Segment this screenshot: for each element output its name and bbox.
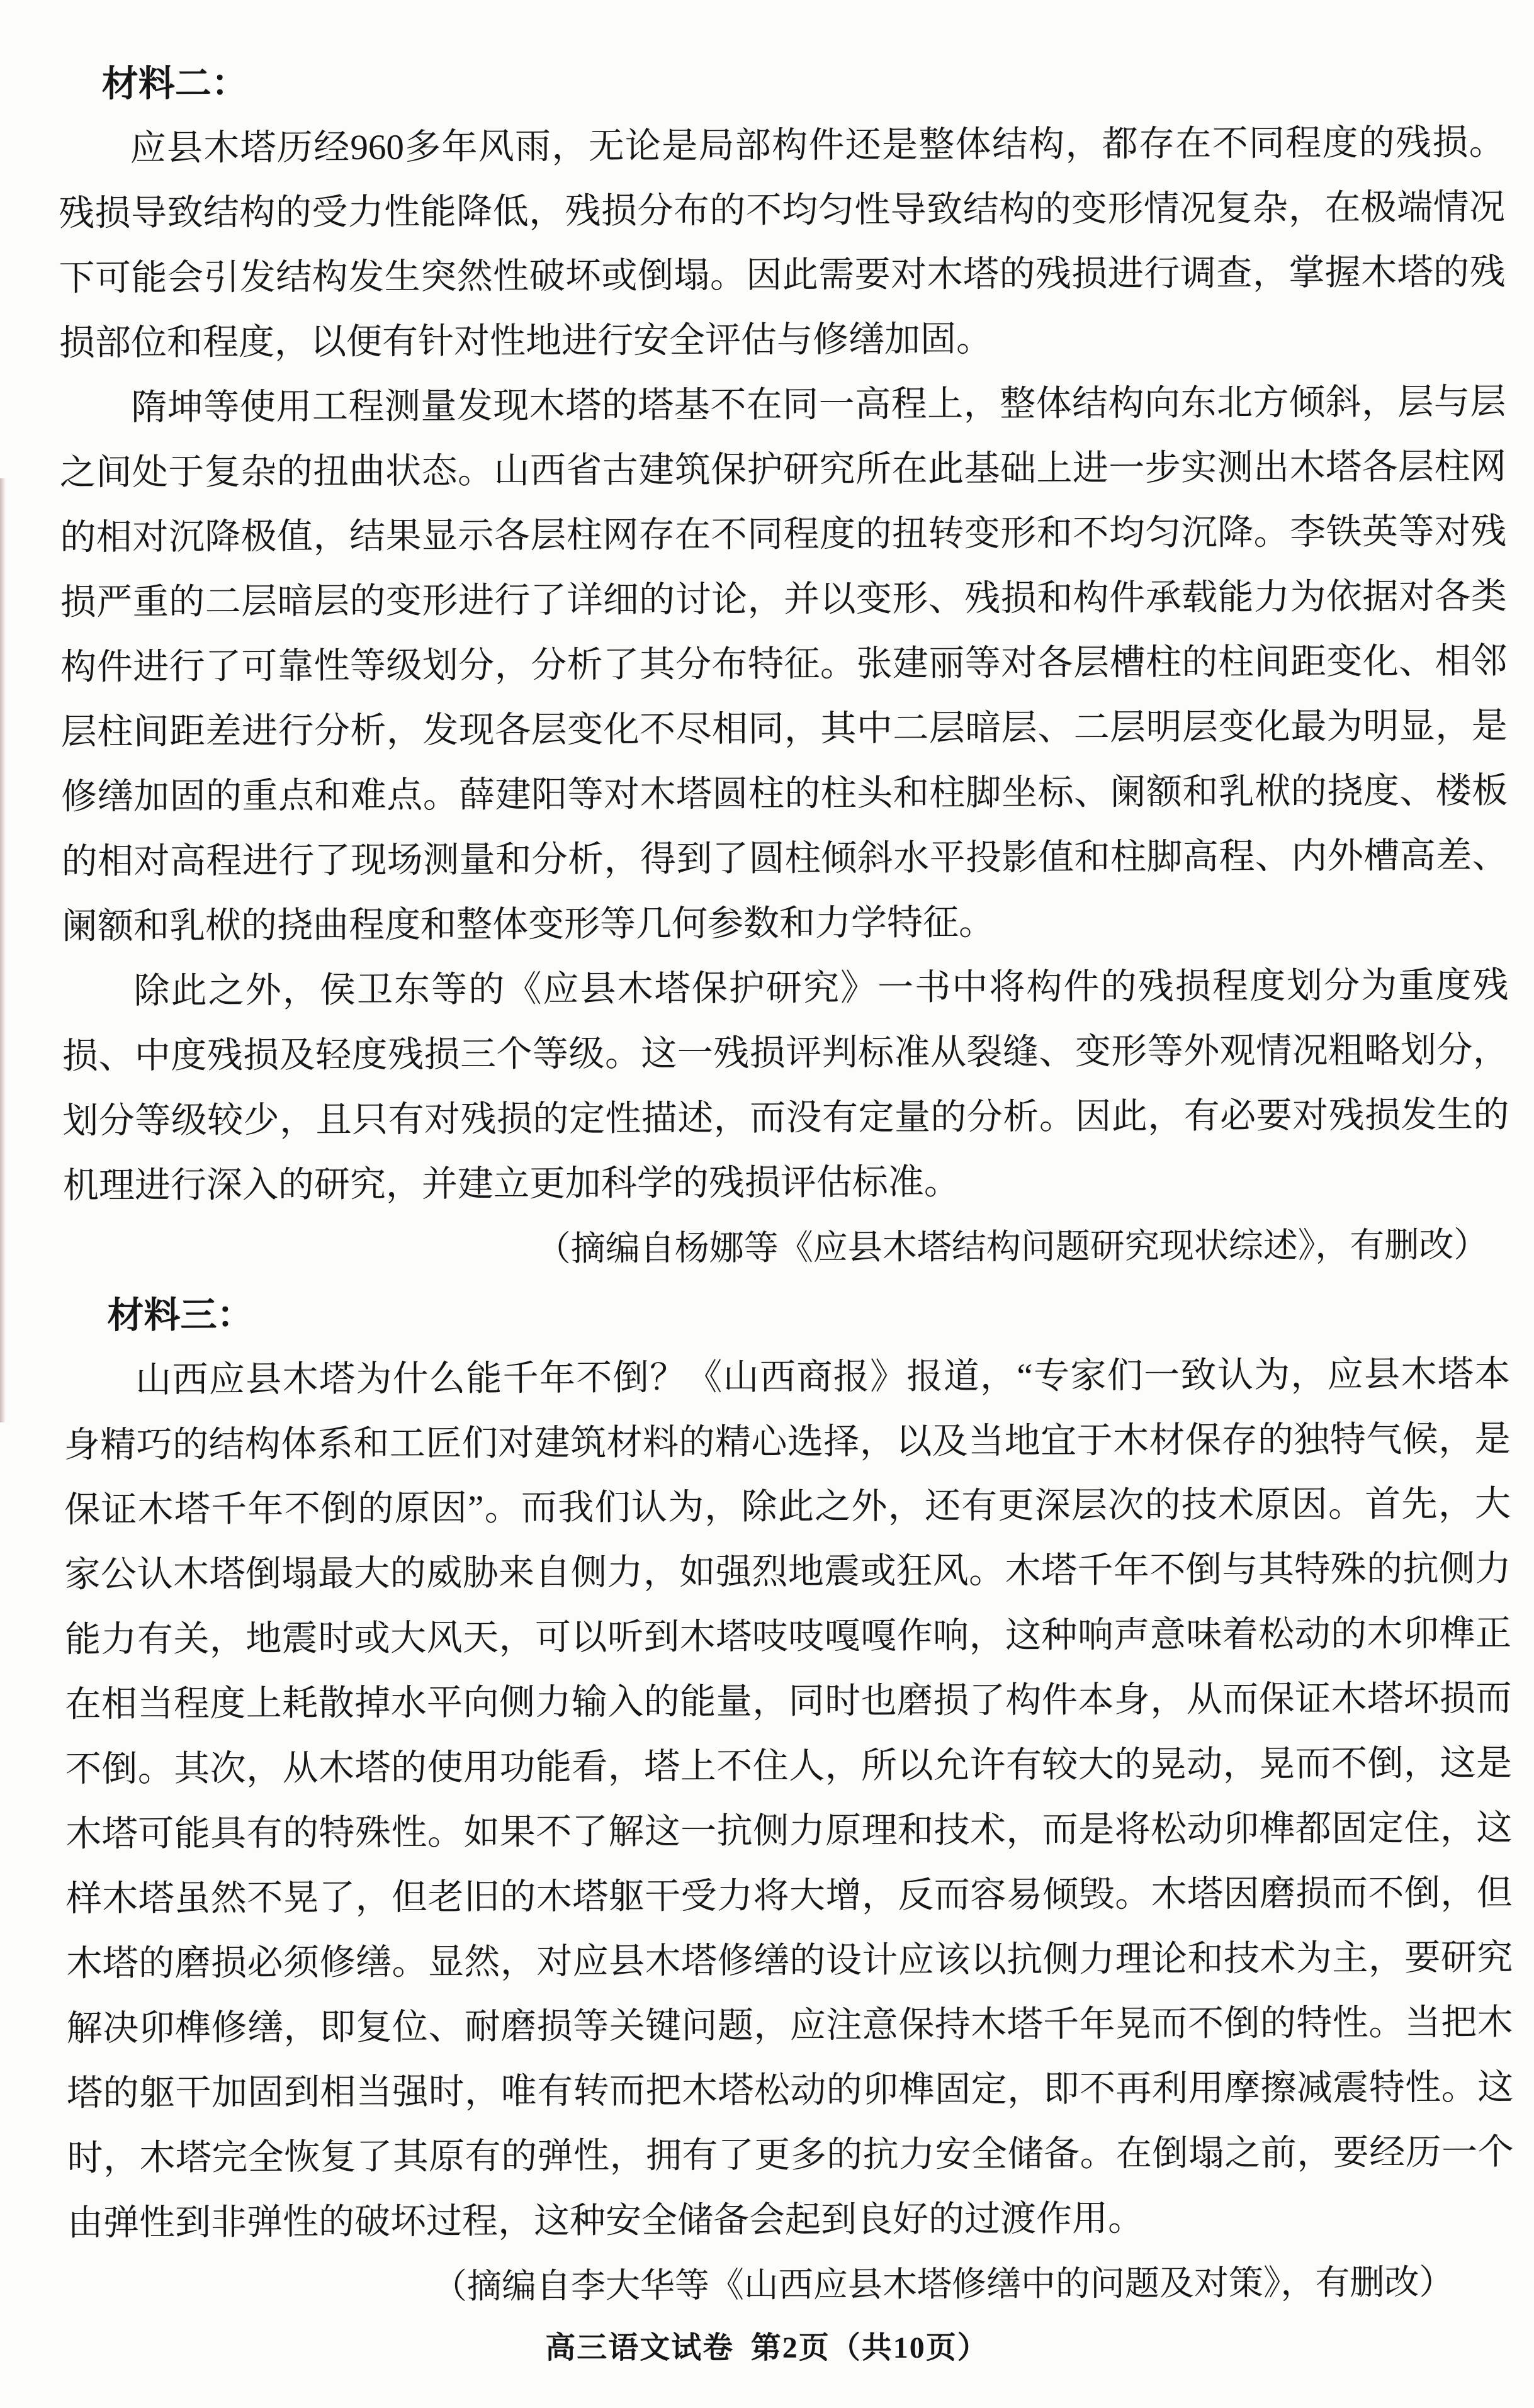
material-3-paragraph-1: 山西应县木塔为什么能千年不倒？《山西商报》报道，“专家们一致认为，应县木塔本身精巧的结构体系和工匠们对建筑材料的精心选择，以及当地宜于木材保存的独特气候，是保证木塔千年不倒的原因”。而我们认为，除此之外，还有更深层次的技术原因。首先，大家公认木塔倒塌最大的威胁来自侧力，如强烈地震或狂风。木塔千年不倒与其特殊的抗侧力能力有关，地震时或大风天，可以听到木塔吱吱嘎嘎作响，这种响声意味着松动的木卯榫正在相当程度上耗散掉水平向侧力输入的能量，同时也磨损了构件本身，从而保证木塔坏损而不倒。其次，从木塔的使用功能看，塔上不住人，所以允许有较大的晃动，晃而不倒，这是木塔可能具有的特殊性。如果不了解这一抗侧力原理和技术，而是将松动卯榫都固定住，这样木塔虽然不晃了，但老旧的木塔躯干受力将大增，反而容易倾毁。木塔因磨损而不倒，但木塔的磨损必须修缮。显然，对应县木塔修缮的设计应该以抗侧力理论和技术为主，要研究解决卯榫修缮，即复位、耐磨损等关键问题，应注意保持木塔千年晃而不倒的特性。当把木塔的躯干加固到相当强时，唯有转而把木塔松动的卯榫固定，即不再利用摩擦减震特性。这时，木塔完全恢复了其原有的弹性，拥有了更多的抗力安全储备。在倒塌之前，要经历一个由弹性到非弹性的破坏过程，这种安全储备会起到良好的过渡作用。 [64,1354,1514,2243]
material-3-citation: （摘编自李大华等《山西应县木塔修缮中的问题及对策》，有删改） [432,2263,1454,2306]
material-3-heading: 材料三： [107,1294,254,1336]
page-content [58,45,1514,2321]
material-2-citation: （摘编自杨娜等《应县木塔结构问题研究现状综述》，有删改） [536,1225,1489,1268]
material-2-paragraph-1: 应县木塔历经960多年风雨，无论是局部构件还是整体结构，都存在不同程度的残损。残损导致结构的受力性能降低，残损分布的不均匀性导致结构的变形情况复杂，在极端情况下可能会引发结构发生突然性破坏或倒塌。因此需要对木塔的残损进行调查，掌握木塔的残损部位和程度，以便有针对性地进行安全评估与修缮加固。 [58,122,1506,363]
page-footer [0,2323,1534,2366]
exam-title-label: 高三语文试卷 [545,2331,735,2365]
scan-edge-artifact [0,478,6,1422]
material-2-heading: 材料二： [101,62,248,104]
page-number-label: 第2页（共10页） [750,2331,989,2365]
material-2-paragraph-3: 除此之外，侯卫东等的《应县木塔保护研究》一书中将构件的残损程度划分为重度残损、中度残损及轻度残损三个等级。这一残损评判标准从裂缝、变形等外观情况粗略划分，划分等级较少，且只有对残损的定性描述，而没有定量的分析。因此，有必要对残损发生的机理进行深入的研究，并建立更加科学的残损评估标准。 [62,965,1509,1206]
material-2-paragraph-2: 隋坤等使用工程测量发现木塔的塔基不在同一高程上，整体结构向东北方倾斜，层与层之间处于复杂的扭曲状态。山西省古建筑保护研究所在此基础上进一步实测出木塔各层柱网的相对沉降极值，结果显示各层柱网存在不同程度的扭转变形和不均匀沉降。李铁英等对残损严重的二层暗层的变形进行了详细的讨论，并以变形、残损和构件承载能力为依据对各类构件进行了可靠性等级划分，分析了其分布特征。张建丽等对各层槽柱的柱间距变化、相邻层柱间距差进行分析，发现各层变化不尽相同，其中二层暗层、二层明层变化最为明显，是修缮加固的重点和难点。薛建阳等对木塔圆柱的柱头和柱脚坐标、阑额和乳栿的挠度、楼板的相对高程进行了现场测量和分析，得到了圆柱倾斜水平投影值和柱脚高程、内外槽高差、阑额和乳栿的挠曲程度和整体变形等几何参数和力学特征。 [59,381,1508,947]
